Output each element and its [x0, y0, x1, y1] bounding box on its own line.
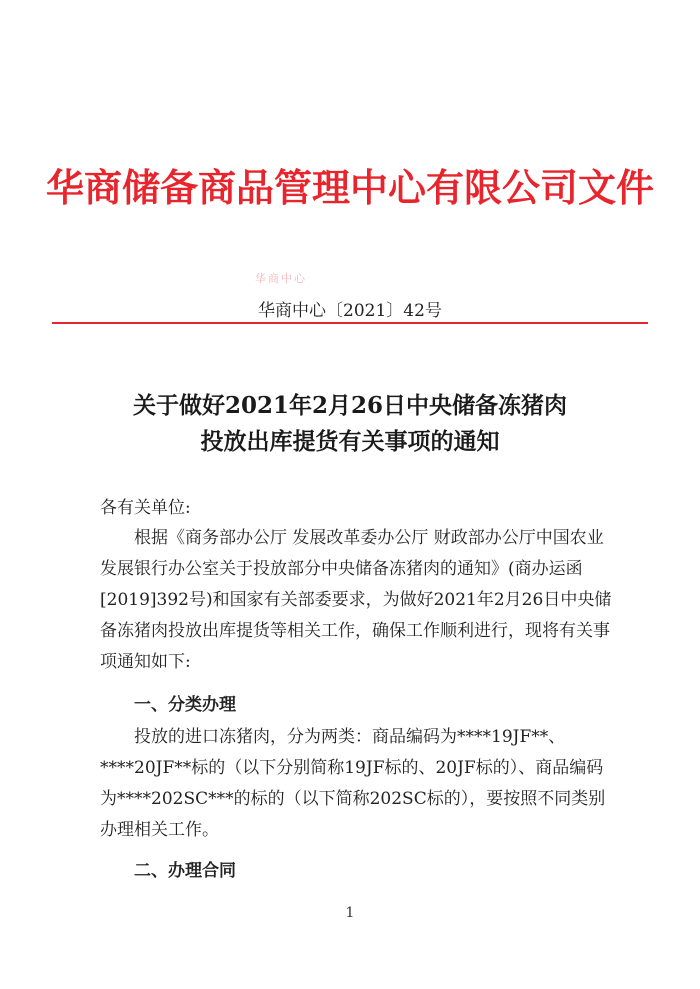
salutation: 各有关单位: — [100, 498, 191, 518]
red-divider-line — [52, 322, 648, 324]
faint-stamp-mark: 华商中心 — [255, 272, 307, 285]
document-title — [0, 388, 700, 460]
document-title-line-2: 投放出库提货有关事项的通知 — [200, 428, 500, 455]
body-paragraph-2: 投放的进口冻猪肉，分为两类：商品编码为****19JF**、****20JF**标的（以下分别简称19JF标的、20JF标的）、商品编码为****202SC***的标的（以下简称202SC标的），要按照不同类别办理相关工作。 — [100, 727, 606, 840]
document-title-line-1: 关于做好2021年2月26日中央储备冻猪肉 — [132, 392, 568, 419]
issuer-header-title: 华商储备商品管理中心有限公司文件 — [45, 166, 654, 210]
section-heading-1: 一、分类办理 — [134, 695, 236, 715]
page-number: 1 — [345, 905, 355, 921]
section-heading-2: 二、办理合同 — [134, 861, 236, 881]
body-paragraph-1: 根据《商务部办公厅 发展改革委办公厅 财政部办公厅中国农业发展银行办公室关于投放部分中央储备冻猪肉的通知》(商办运函[2019]392号)和国家有关部委要求，为做好2021年2月26日中央储备冻猪肉投放出库提货等相关工作，确保工作顺利进行，现将有关事项通知如下: — [100, 528, 612, 672]
document-number: 华商中心〔2021〕42号 — [258, 301, 442, 321]
